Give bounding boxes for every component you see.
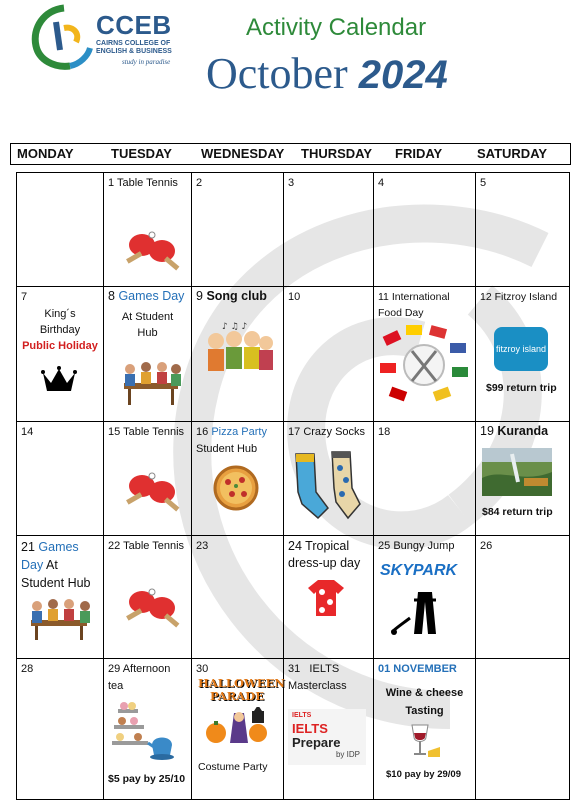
price-label: $10 pay by 29/09: [386, 769, 461, 780]
day-number: 7: [21, 291, 28, 303]
event-title: Wine & cheese: [385, 687, 464, 699]
day-number: 4: [378, 177, 385, 189]
halloween-kids-icon: [204, 707, 270, 745]
day-cell-oct-22[interactable]: [104, 536, 192, 659]
day-cell-oct-11[interactable]: [374, 287, 476, 422]
price-label: $5 pay by 25/10: [108, 773, 186, 785]
day-number: 14: [21, 426, 34, 438]
holiday-line: Birthday: [39, 324, 81, 336]
day-cell-oct-23[interactable]: [192, 536, 284, 659]
day-number: 29: [108, 663, 121, 675]
event-location: At: [46, 558, 58, 572]
weekday-header: [10, 143, 571, 165]
ielts-prepare-logo: [288, 709, 366, 765]
calendar-grid: [16, 172, 570, 800]
public-holiday-label: Public Holiday: [22, 340, 98, 352]
day-cell-oct-21[interactable]: [17, 536, 104, 659]
price-label: $99 return trip: [486, 382, 557, 394]
day-number: 26: [480, 540, 493, 552]
logo-tagline: study in paradise: [122, 58, 171, 66]
day-cell-oct-7[interactable]: [17, 287, 104, 422]
day-wednesday: WEDNESDAY: [201, 146, 285, 161]
day-number: 5: [480, 177, 487, 189]
cceb-emblem-icon: [30, 4, 94, 70]
cceb-logo: [30, 4, 190, 70]
week-row: [17, 536, 570, 659]
day-number: 12: [480, 291, 492, 303]
singing-group-icon: [202, 319, 276, 379]
event-title: Tropical dress-up day: [288, 539, 361, 570]
week-row: [17, 173, 570, 287]
day-number: 1: [108, 177, 115, 189]
event-location: At Student: [121, 311, 174, 323]
day-cell-oct-4[interactable]: [374, 173, 476, 287]
table-tennis-icon: [120, 586, 184, 634]
hawaiian-shirt-icon: [308, 578, 344, 618]
logo-text: IELTS: [292, 712, 312, 719]
event-title: Fitzroy Island: [494, 291, 558, 303]
day-number: 23: [196, 540, 209, 552]
games-group-icon: [23, 596, 95, 642]
price-label: $84 return trip: [482, 506, 553, 518]
table-tennis-icon: [120, 470, 184, 518]
day-number: 21: [21, 540, 35, 554]
day-number: 2: [196, 177, 203, 189]
wine-glass-icon: [408, 723, 442, 761]
event-title: Song club: [206, 289, 267, 303]
day-cell-oct-14[interactable]: [17, 422, 104, 536]
event-location: Student Hub: [21, 576, 91, 590]
event-title: Table Tennis: [123, 540, 185, 552]
day-cell-oct-19[interactable]: [476, 422, 570, 536]
day-number: 18: [378, 426, 391, 438]
afternoon-tea-icon: [110, 699, 176, 765]
day-cell-empty: [476, 659, 570, 800]
poster-line: HALLOWEEN: [198, 676, 285, 690]
day-cell-oct-16[interactable]: [192, 422, 284, 536]
day-tuesday: TUESDAY: [111, 146, 172, 161]
day-cell-oct-1[interactable]: [104, 173, 192, 287]
day-number: 28: [21, 663, 34, 675]
day-number: 15: [108, 426, 121, 438]
calendar-subtitle: Activity Calendar: [246, 14, 427, 41]
svg-text:♪ ♫ ♪: ♪ ♫ ♪: [222, 322, 248, 332]
day-cell-oct-10[interactable]: [284, 287, 374, 422]
event-title: Games Day: [118, 289, 185, 303]
day-cell-oct-8[interactable]: [104, 287, 192, 422]
day-cell-oct-28[interactable]: [17, 659, 104, 800]
international-food-icon: [378, 323, 470, 407]
day-monday: MONDAY: [17, 146, 74, 161]
day-cell-oct-25[interactable]: [374, 536, 476, 659]
event-title: Table Tennis: [116, 177, 178, 189]
logo-text: IELTS: [292, 721, 328, 736]
event-title: International Food Day: [378, 291, 450, 319]
logo-subtitle: CAIRNS COLLEGE OF ENGLISH & BUSINESS: [96, 40, 172, 55]
day-number: 17: [288, 426, 301, 438]
day-number: 25: [378, 540, 391, 552]
day-cell-oct-31[interactable]: [284, 659, 374, 800]
day-number: 01 NOVEMBER: [378, 663, 457, 675]
day-cell-oct-12[interactable]: [476, 287, 570, 422]
day-number: 22: [108, 540, 121, 552]
skypark-logo: SKYPARK: [380, 562, 458, 579]
event-title: Bungy Jump: [393, 540, 455, 552]
event-title: Games: [38, 540, 79, 554]
logo-text: Prepare: [292, 735, 341, 750]
day-cell-oct-15[interactable]: [104, 422, 192, 536]
fitzroy-island-logo: fitzroy island: [494, 327, 548, 371]
day-cell-oct-5[interactable]: [476, 173, 570, 287]
day-saturday: SATURDAY: [477, 146, 548, 161]
calendar-title: [206, 48, 448, 99]
day-friday: FRIDAY: [395, 146, 443, 161]
day-number: 19: [480, 424, 494, 438]
week-row: [17, 659, 570, 800]
day-number: 8: [108, 289, 115, 303]
week-row: [17, 287, 570, 422]
event-title: Afternoon tea: [108, 663, 171, 692]
event-title: Kuranda: [497, 424, 549, 438]
poster-line: PARADE: [210, 689, 264, 703]
event-title: Crazy Socks: [303, 426, 366, 438]
pizza-icon: [212, 464, 260, 512]
day-cell-oct-18[interactable]: [374, 422, 476, 536]
day-cell-oct-2[interactable]: [192, 173, 284, 287]
day-cell-oct-30[interactable]: [192, 659, 284, 800]
day-cell-oct-3[interactable]: [284, 173, 374, 287]
day-thursday: THURSDAY: [301, 146, 373, 161]
day-cell-oct-17[interactable]: [284, 422, 374, 536]
event-title: Day: [21, 558, 44, 572]
halloween-parade-poster: [198, 676, 285, 703]
bungy-tower-icon: [388, 588, 446, 638]
day-number: 16: [196, 426, 209, 438]
month-name: October: [206, 49, 348, 98]
crown-icon: [41, 365, 77, 395]
day-cell-oct-26[interactable]: [476, 536, 570, 659]
event-subtitle: Costume Party: [198, 761, 268, 773]
day-number: 11: [378, 291, 389, 303]
day-cell-oct-9[interactable]: [192, 287, 284, 422]
week-row: [17, 422, 570, 536]
day-number: 3: [288, 177, 295, 189]
day-cell-oct-29[interactable]: [104, 659, 192, 800]
event-title: IELTS: [309, 663, 340, 675]
table-tennis-icon: [120, 229, 184, 277]
day-number: 10: [288, 291, 301, 303]
logo-wordmark: CCEB: [96, 10, 172, 40]
event-title: Tasting: [405, 705, 444, 717]
day-number: 31: [288, 663, 301, 675]
crazy-socks-icon: [288, 448, 364, 524]
day-cell-empty: [17, 173, 104, 287]
holiday-line: King´s: [44, 308, 76, 320]
day-number: 30: [196, 663, 209, 675]
day-cell-nov-1[interactable]: [374, 659, 476, 800]
day-number: 9: [196, 289, 203, 303]
day-cell-oct-24[interactable]: [284, 536, 374, 659]
holiday-label: [21, 306, 99, 354]
year: 2024: [358, 53, 448, 97]
event-location: Hub: [137, 327, 158, 339]
event-location: Student Hub: [196, 443, 258, 455]
kuranda-photo-icon: [482, 448, 552, 496]
event-title: Table Tennis: [123, 426, 185, 438]
day-number: 24: [288, 539, 302, 553]
logo-text: by IDP: [335, 750, 360, 759]
event-title: Pizza Party: [211, 426, 267, 438]
event-title: Masterclass: [288, 680, 347, 692]
games-group-icon: [116, 359, 186, 407]
